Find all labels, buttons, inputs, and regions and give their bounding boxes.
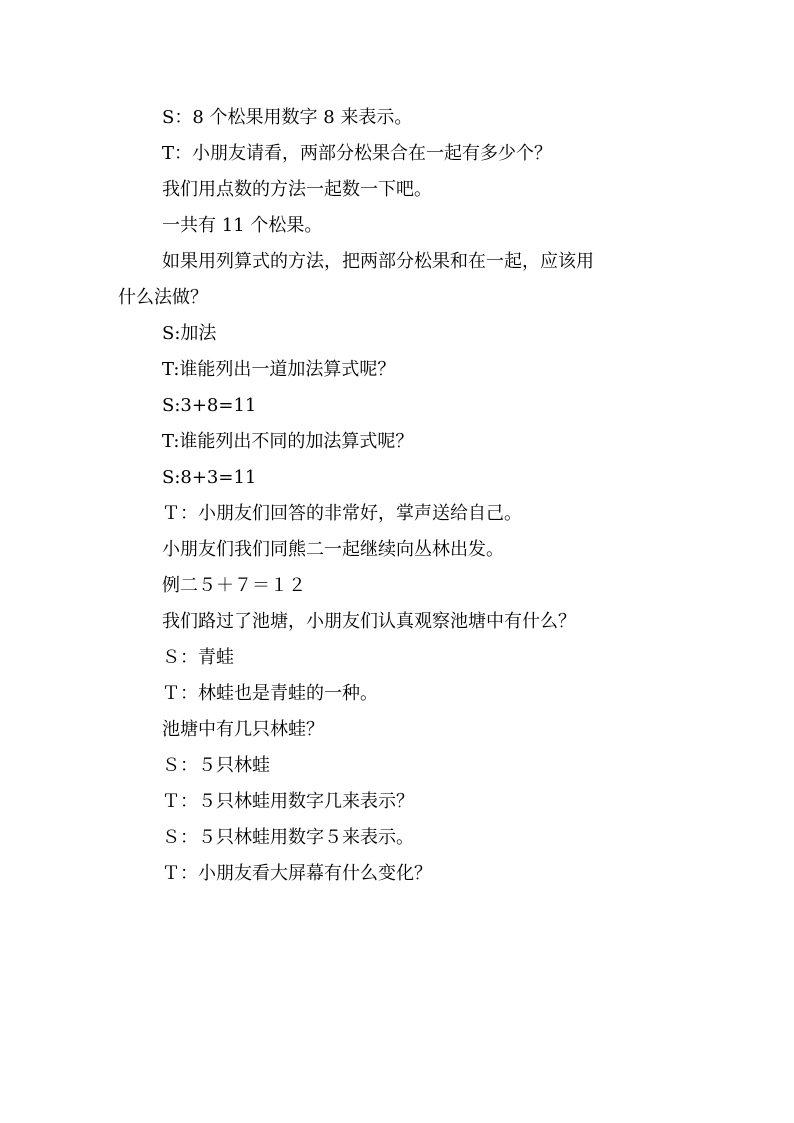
dialogue-line: Ｔ：林蛙也是青蛙的一种。 [162, 683, 378, 704]
example-heading: 例二５＋７＝１２ [162, 575, 306, 596]
dialogue-line: T:谁能列出一道加法算式呢？ [162, 359, 396, 380]
dialogue-line: S:8+3=11 [162, 467, 257, 488]
dialogue-line: 一共有 11 个松果。 [162, 215, 323, 236]
dialogue-line: Ｔ：小朋友们回答的非常好，掌声送给自己。 [162, 503, 522, 524]
dialogue-line: 我们路过了池塘，小朋友们认真观察池塘中有什么？ [162, 611, 576, 632]
dialogue-line: 池塘中有几只林蛙？ [162, 719, 324, 740]
document-body [118, 100, 684, 892]
dialogue-line: Ｓ：５只林蛙 [162, 755, 270, 776]
dialogue-line: S：8 个松果用数字 8 来表示。 [162, 107, 413, 128]
dialogue-line: S:3+8=11 [162, 395, 257, 416]
dialogue-line: S:加法 [162, 323, 217, 344]
paragraph-line: 如果用列算式的方法，把两部分松果和在一起，应该用 [162, 251, 594, 272]
dialogue-line: Ｓ：青蛙 [162, 647, 234, 668]
dialogue-line: T：小朋友请看，两部分松果合在一起有多少个？ [162, 143, 553, 164]
dialogue-line: T:谁能列出不同的加法算式呢？ [162, 431, 414, 452]
dialogue-line: 小朋友们我们同熊二一起继续向丛林出发。 [162, 539, 504, 560]
paragraph-continuation-line: 什么法做？ [118, 287, 208, 308]
dialogue-line: Ｓ：５只林蛙用数字５来表示。 [162, 827, 414, 848]
dialogue-line: Ｔ：小朋友看大屏幕有什么变化？ [162, 863, 432, 884]
dialogue-line: Ｔ：５只林蛙用数字几来表示？ [162, 791, 414, 812]
dialogue-line: 我们用点数的方法一起数一下吧。 [162, 179, 432, 200]
